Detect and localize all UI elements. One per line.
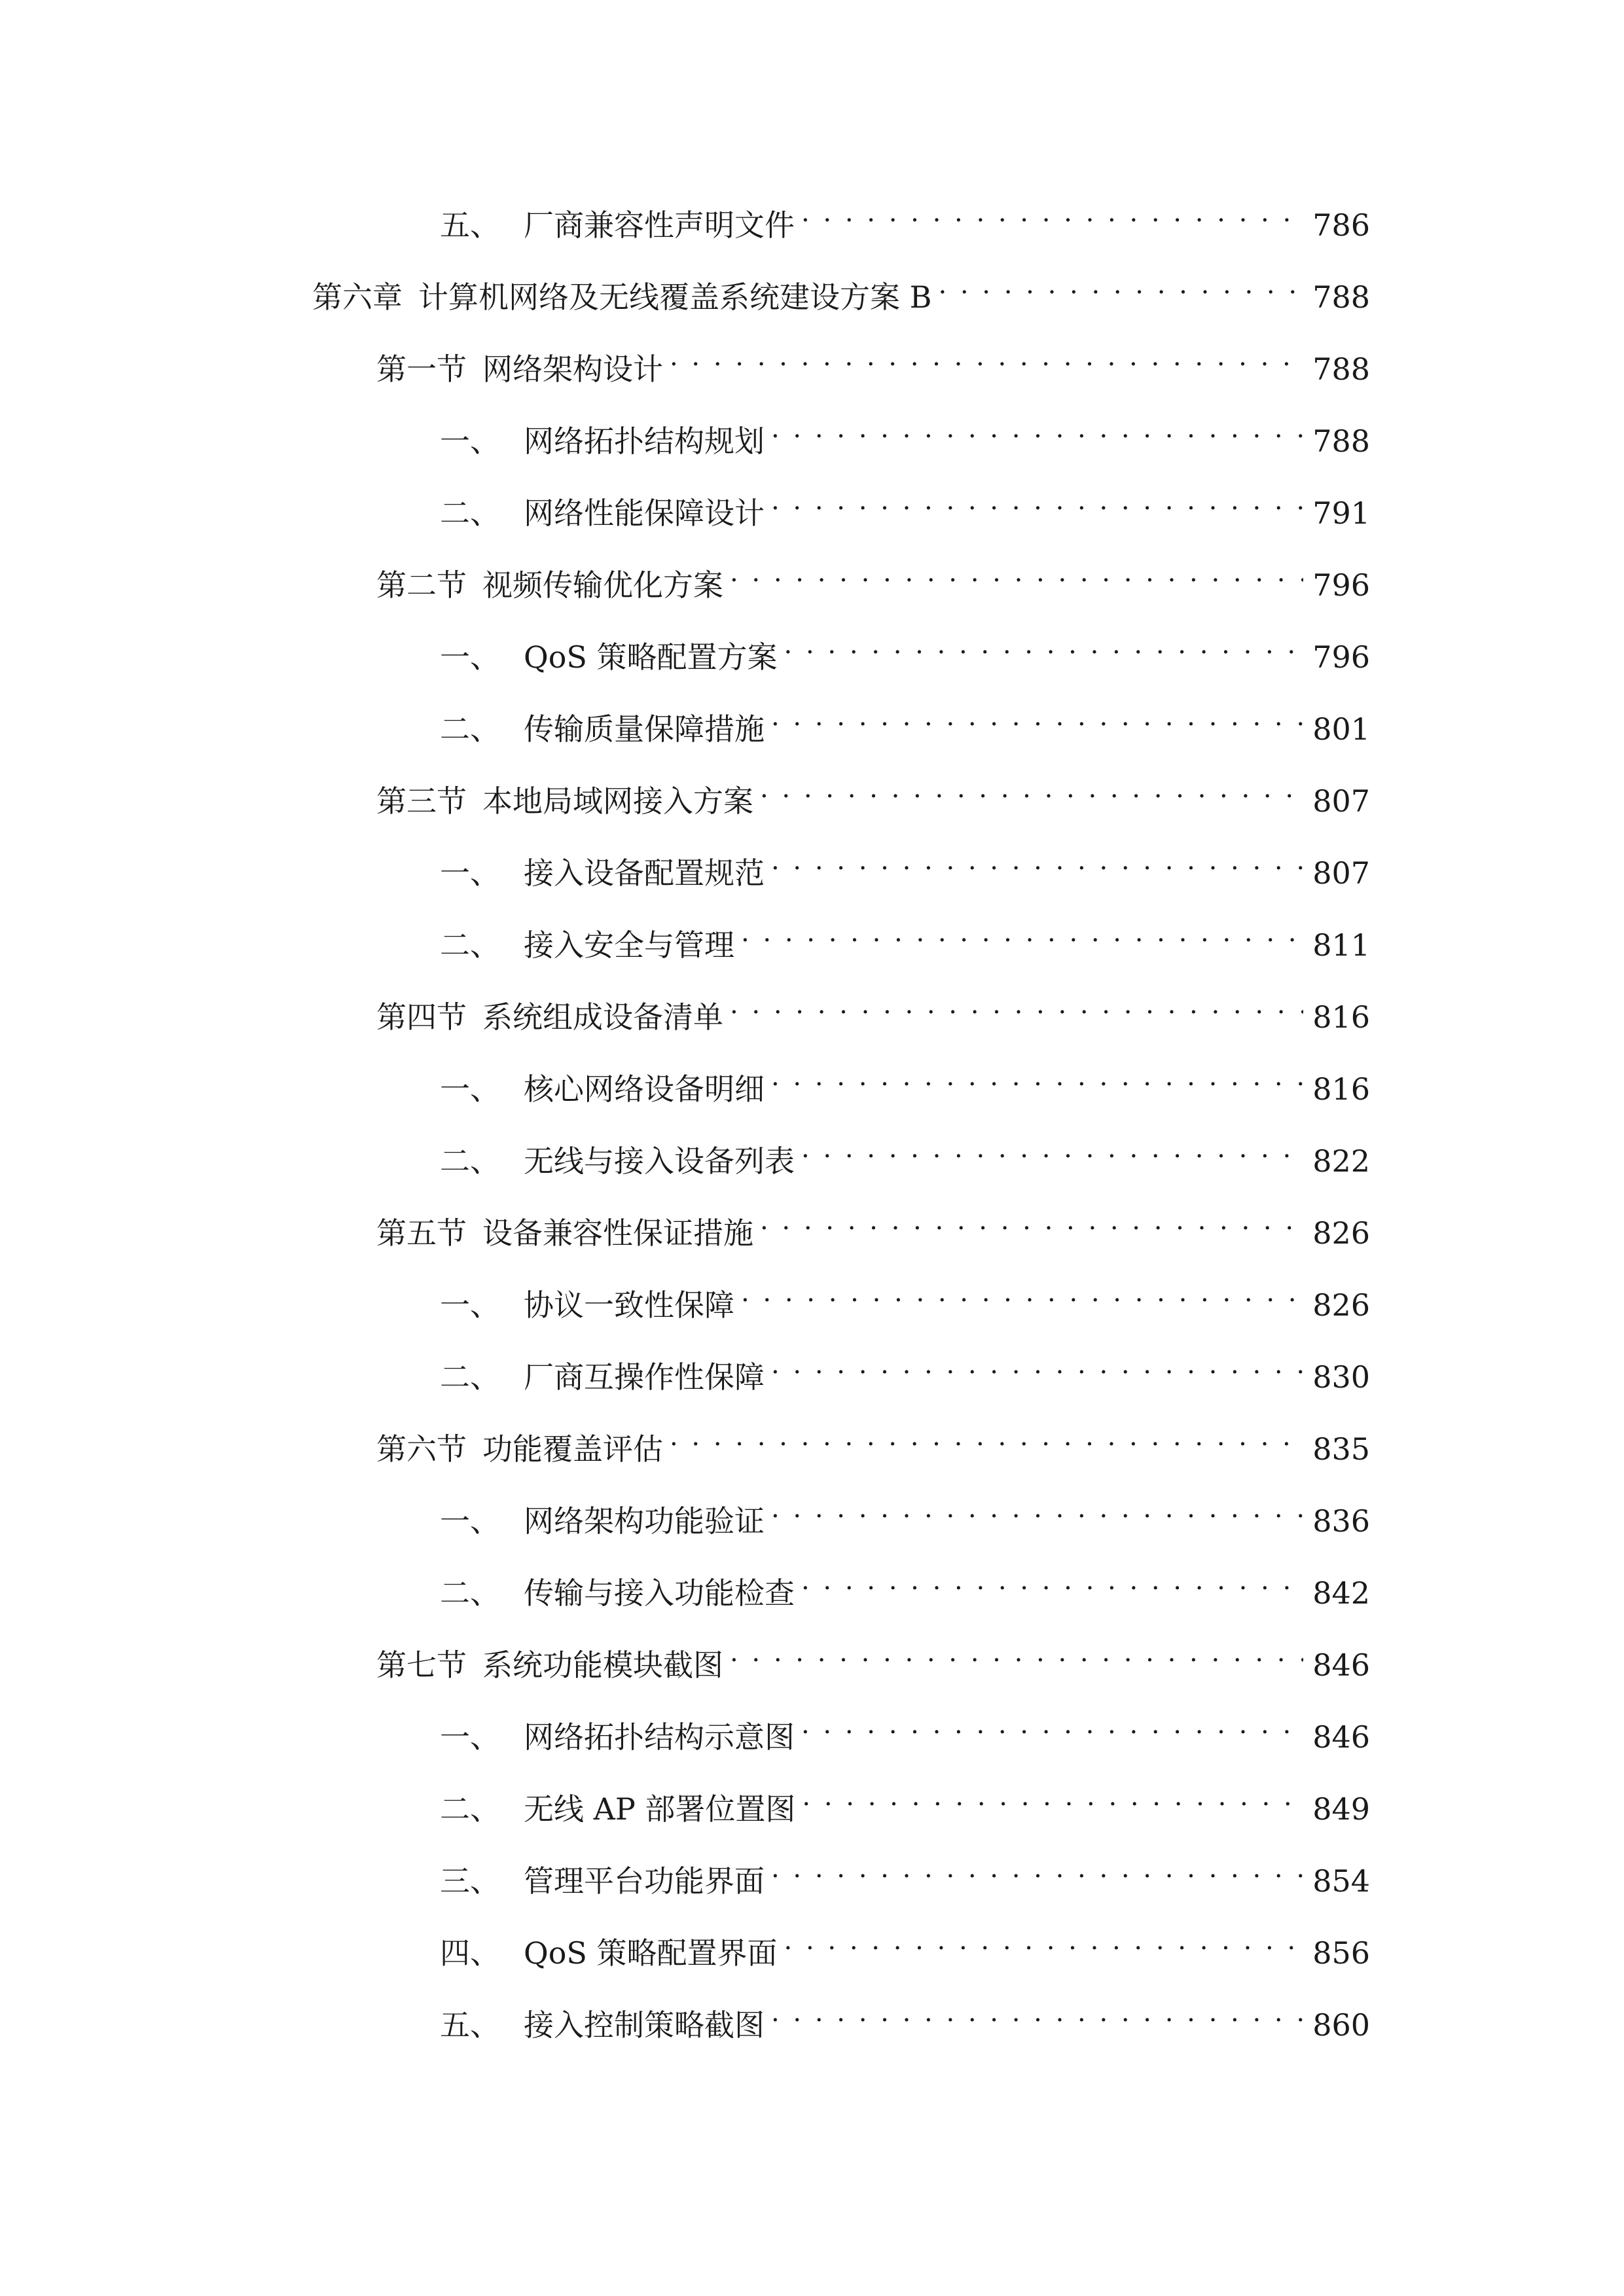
toc-chapter[interactable] <box>312 262 1370 315</box>
toc-entry-number: 二、 <box>440 1143 500 1179</box>
toc-entry[interactable] <box>440 910 1370 963</box>
toc-dot-leader <box>771 1846 1303 1892</box>
toc-entry-title: 传输质量保障措施 <box>524 711 765 747</box>
toc-entry[interactable] <box>440 1054 1370 1107</box>
toc-entry[interactable] <box>440 1990 1370 2043</box>
toc-dot-leader <box>730 1630 1303 1676</box>
toc-dot-leader <box>802 1774 1303 1820</box>
toc-entry-number: 一、 <box>440 1719 500 1755</box>
toc-section-number: 第五节 <box>376 1215 467 1251</box>
toc-entry-page: 801 <box>1312 711 1370 747</box>
toc-entry[interactable] <box>440 1126 1370 1179</box>
toc-entry-page: 807 <box>1312 855 1370 891</box>
toc-entry-page: 796 <box>1312 639 1370 675</box>
toc-entry-number: 二、 <box>440 1575 500 1611</box>
toc-entry-title: 管理平台功能界面 <box>524 1863 765 1899</box>
toc-entry-page: 791 <box>1312 495 1370 531</box>
toc-dot-leader <box>730 982 1303 1028</box>
toc-entry-number: 二、 <box>440 495 500 531</box>
toc-entry[interactable] <box>440 1486 1370 1539</box>
toc-entry-number: 三、 <box>440 1863 500 1899</box>
toc-section-page: 796 <box>1312 567 1370 603</box>
toc-entry[interactable] <box>440 478 1370 531</box>
toc-dot-leader <box>730 550 1303 596</box>
toc-section[interactable] <box>376 982 1370 1035</box>
toc-entry-number: 二、 <box>440 1791 500 1827</box>
toc-section[interactable] <box>376 334 1370 387</box>
toc-entry[interactable] <box>440 190 1370 243</box>
toc-section[interactable] <box>376 1198 1370 1251</box>
toc-entry-title: QoS 策略配置界面 <box>524 1935 778 1971</box>
toc-section-number: 第三节 <box>376 783 467 819</box>
toc-dot-leader <box>670 1414 1303 1460</box>
toc-section-title: 设备兼容性保证措施 <box>482 1215 753 1251</box>
toc-entry-page: 826 <box>1312 1287 1370 1323</box>
toc-entry-page: 788 <box>1312 423 1370 459</box>
toc-chapter-title: 计算机网络及无线覆盖系统建设方案 B <box>418 279 932 315</box>
toc-dot-leader <box>771 694 1303 740</box>
toc-dot-leader <box>741 1270 1303 1316</box>
toc-entry[interactable] <box>440 406 1370 459</box>
toc-section-page: 807 <box>1312 783 1370 819</box>
toc-dot-leader <box>784 622 1304 668</box>
toc-entry-page: 854 <box>1312 1863 1370 1899</box>
toc-entry-page: 816 <box>1312 1071 1370 1107</box>
toc-entry-title: 无线 AP 部署位置图 <box>524 1791 796 1827</box>
toc-dot-leader <box>801 1702 1303 1748</box>
toc-entry-number: 二、 <box>440 1359 500 1395</box>
toc-entry-page: 849 <box>1312 1791 1370 1827</box>
toc-dot-leader <box>771 406 1303 452</box>
toc-entry-page: 860 <box>1312 2007 1370 2043</box>
toc-section-number: 第四节 <box>376 999 467 1035</box>
toc-entry-title: 传输与接入功能检查 <box>524 1575 795 1611</box>
toc-entry-title: QoS 策略配置方案 <box>524 639 778 675</box>
toc-entry-number: 一、 <box>440 1287 500 1323</box>
toc-entry[interactable] <box>440 1702 1370 1755</box>
toc-entry[interactable] <box>440 838 1370 891</box>
toc-entry-title: 厂商兼容性声明文件 <box>524 207 795 243</box>
toc-dot-leader <box>771 1486 1303 1532</box>
toc-chapter-page: 788 <box>1312 279 1370 315</box>
toc-entry-number: 一、 <box>440 639 500 675</box>
toc-entry[interactable] <box>440 1558 1370 1611</box>
toc-entry-page: 811 <box>1312 927 1370 963</box>
toc-section[interactable] <box>376 766 1370 819</box>
toc-entry-title: 接入设备配置规范 <box>524 855 765 891</box>
toc-entry[interactable] <box>440 1342 1370 1395</box>
toc-section[interactable] <box>376 550 1370 603</box>
toc-section-page: 816 <box>1312 999 1370 1035</box>
toc-entry-number: 五、 <box>440 2007 500 2043</box>
toc-entry-title: 网络架构功能验证 <box>524 1503 765 1539</box>
toc-section-number: 第六节 <box>376 1431 467 1467</box>
toc-section-title: 本地局域网接入方案 <box>482 783 753 819</box>
toc-section-number: 第七节 <box>376 1647 467 1683</box>
toc-chapter-number: 第六章 <box>312 279 403 315</box>
toc-section[interactable] <box>376 1414 1370 1467</box>
toc-entry-title: 接入安全与管理 <box>524 927 734 963</box>
toc-entry-title: 协议一致性保障 <box>524 1287 734 1323</box>
toc-entry-title: 网络拓扑结构规划 <box>524 423 765 459</box>
toc-section-page: 826 <box>1312 1215 1370 1251</box>
toc-dot-leader <box>771 1990 1303 2036</box>
toc-entry-page: 822 <box>1312 1143 1370 1179</box>
toc-dot-leader <box>801 1126 1303 1172</box>
toc-entry-page: 856 <box>1312 1935 1370 1971</box>
toc-section-number: 第二节 <box>376 567 467 603</box>
toc-entry-title: 厂商互操作性保障 <box>524 1359 765 1395</box>
toc-section-title: 系统组成设备清单 <box>482 999 723 1035</box>
toc-entry-number: 一、 <box>440 1503 500 1539</box>
toc-entry-page: 846 <box>1312 1719 1370 1755</box>
toc-dot-leader <box>938 262 1303 308</box>
toc-section-number: 第一节 <box>376 351 467 387</box>
toc-section-title: 功能覆盖评估 <box>482 1431 663 1467</box>
toc-entry-title: 网络拓扑结构示意图 <box>524 1719 795 1755</box>
toc-dot-leader <box>771 1054 1303 1100</box>
toc-entry[interactable] <box>440 1270 1370 1323</box>
toc-entry-number: 一、 <box>440 423 500 459</box>
toc-dot-leader <box>760 766 1303 812</box>
toc-section-title: 系统功能模块截图 <box>482 1647 723 1683</box>
toc-entry-number: 二、 <box>440 927 500 963</box>
toc-dot-leader <box>771 838 1303 884</box>
toc-section-page: 846 <box>1312 1647 1370 1683</box>
toc-entry[interactable] <box>440 1846 1370 1899</box>
toc-entry-page: 836 <box>1312 1503 1370 1539</box>
toc-entry[interactable] <box>440 1918 1370 1971</box>
toc-dot-leader <box>771 478 1303 524</box>
toc-entry-number: 四、 <box>440 1935 500 1971</box>
toc-dot-leader <box>741 910 1303 956</box>
toc-entry-title: 无线与接入设备列表 <box>524 1143 795 1179</box>
toc-entry-number: 一、 <box>440 855 500 891</box>
toc-entry-page: 830 <box>1312 1359 1370 1395</box>
toc-dot-leader <box>670 334 1303 380</box>
toc-entry-page: 786 <box>1312 207 1370 243</box>
toc-entry-title: 核心网络设备明细 <box>524 1071 765 1107</box>
toc-dot-leader <box>801 1558 1303 1604</box>
toc-section-page: 788 <box>1312 351 1370 387</box>
toc-section-title: 视频传输优化方案 <box>482 567 723 603</box>
toc-entry-number: 二、 <box>440 711 500 747</box>
toc-dot-leader <box>784 1918 1304 1964</box>
toc-dot-leader <box>801 190 1303 236</box>
toc-entry-page: 842 <box>1312 1575 1370 1611</box>
toc-entry-number: 一、 <box>440 1071 500 1107</box>
toc-entry[interactable] <box>440 694 1370 747</box>
toc-entry-number: 五、 <box>440 207 500 243</box>
toc-section-page: 835 <box>1312 1431 1370 1467</box>
toc-dot-leader <box>760 1198 1303 1244</box>
toc-dot-leader <box>771 1342 1303 1388</box>
toc-entry-title: 接入控制策略截图 <box>524 2007 765 2043</box>
toc-entry[interactable] <box>440 1774 1370 1827</box>
toc-section-title: 网络架构设计 <box>482 351 663 387</box>
toc-entry[interactable] <box>440 622 1370 675</box>
toc-section[interactable] <box>376 1630 1370 1683</box>
toc-entry-title: 网络性能保障设计 <box>524 495 765 531</box>
